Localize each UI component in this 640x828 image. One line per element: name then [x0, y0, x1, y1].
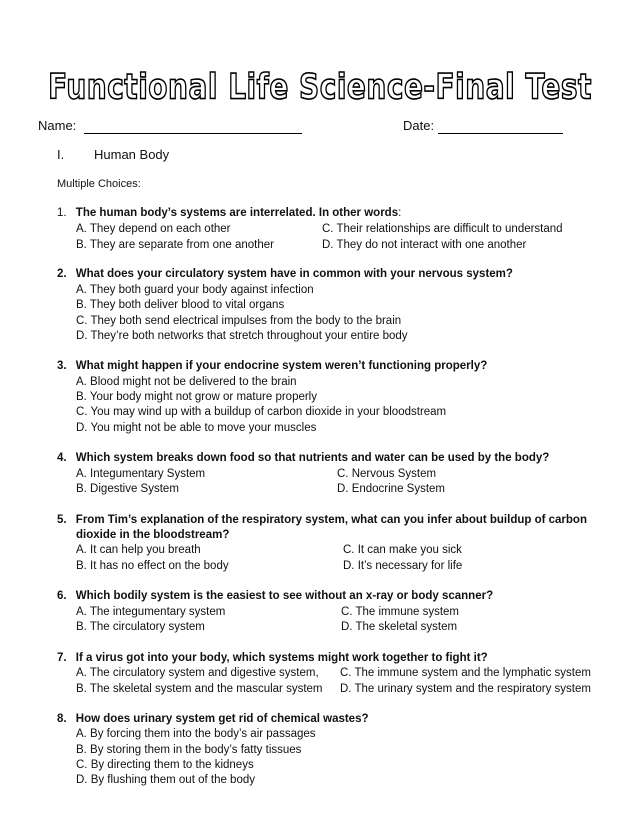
name-blank-line[interactable]: [84, 120, 302, 134]
question-number: 6.: [57, 590, 67, 602]
question-number: 7.: [57, 652, 67, 664]
option-2c[interactable]: C. They both send electrical impulses from the body to the brain: [76, 315, 402, 327]
subsection-label: Multiple Choices:: [57, 178, 141, 190]
option-4a[interactable]: A. Integumentary System: [76, 468, 206, 480]
question-text: From Tim’s explanation of the respiratory system, what can you infer about buildup of carbon: [75, 514, 587, 526]
question-number: 2.: [57, 268, 67, 280]
question-number: 4.: [57, 452, 67, 464]
option-5d[interactable]: D. It’s necessary for life: [343, 560, 463, 572]
question-number: 3.: [57, 360, 67, 372]
name-field[interactable]: [38, 118, 302, 134]
option-7d[interactable]: D. The urinary system and the respiratory system: [340, 683, 591, 695]
question-number: 1.: [57, 207, 67, 219]
option-7a[interactable]: A. The circulatory system and digestive system,: [76, 667, 319, 679]
option-4b[interactable]: B. Digestive System: [76, 483, 179, 495]
date-blank-line[interactable]: [438, 120, 563, 134]
question-text: What does your circulatory system have in common with your nervous system?: [75, 268, 513, 280]
question-number: 5.: [57, 514, 67, 526]
option-1b[interactable]: B. They are separate from one another: [76, 239, 274, 251]
question-suffix: :: [398, 207, 402, 219]
option-1a[interactable]: A. They depend on each other: [76, 223, 231, 235]
question-number: 8.: [57, 713, 67, 725]
option-6b[interactable]: B. The circulatory system: [76, 621, 205, 633]
option-6c[interactable]: C. The immune system: [341, 606, 460, 618]
question-8: [57, 712, 369, 726]
option-8a[interactable]: A. By forcing them into the body’s air passages: [76, 728, 316, 740]
question-2: [57, 267, 513, 281]
question-5-continued: dioxide in the bloodstream?: [76, 529, 230, 541]
date-label: Date:: [403, 118, 435, 133]
option-3c[interactable]: C. You may wind up with a buildup of carbon dioxide in your bloodstream: [76, 406, 447, 418]
option-3a[interactable]: A. Blood might not be delivered to the brain: [76, 376, 297, 388]
option-8d[interactable]: D. By flushing them out of the body: [76, 774, 255, 786]
section-numeral: I.: [57, 147, 65, 162]
option-5c[interactable]: C. It can make you sick: [343, 544, 462, 556]
date-field[interactable]: [403, 118, 563, 134]
option-5b[interactable]: B. It has no effect on the body: [76, 560, 229, 572]
option-7c[interactable]: C. The immune system and the lymphatic system: [340, 667, 591, 679]
question-text: Which system breaks down food so that nutrients and water can be used by the body?: [75, 452, 550, 464]
option-2a[interactable]: A. They both guard your body against infection: [76, 284, 314, 296]
option-2d[interactable]: D. They’re both networks that stretch throughout your entire body: [76, 330, 408, 342]
option-4d[interactable]: D. Endocrine System: [337, 483, 446, 495]
option-3d[interactable]: D. You might not be able to move your muscles: [76, 422, 317, 434]
question-7: [57, 651, 488, 665]
option-2b[interactable]: B. They both deliver blood to vital organs: [76, 299, 285, 311]
test-title: Functional Life Science-Final Test: [48, 66, 592, 108]
option-6d[interactable]: D. The skeletal system: [341, 621, 458, 633]
option-8b[interactable]: B. By storing them in the body’s fatty tissues: [76, 744, 302, 756]
question-4: [57, 451, 549, 465]
question-text: How does urinary system get rid of chemical wastes?: [75, 713, 369, 725]
option-3b[interactable]: B. Your body might not grow or mature properly: [76, 391, 317, 403]
question-text: The human body’s systems are interrelated. In other words: [75, 207, 399, 219]
question-3: [57, 359, 487, 373]
option-1d[interactable]: D. They do not interact with one another: [322, 239, 527, 251]
section-heading: Human Body: [94, 147, 170, 162]
option-7b[interactable]: B. The skeletal system and the mascular system: [76, 683, 323, 695]
option-8c[interactable]: C. By directing them to the kidneys: [76, 759, 254, 771]
option-6a[interactable]: A. The integumentary system: [76, 606, 226, 618]
question-text: Which bodily system is the easiest to see without an x-ray or body scanner?: [75, 590, 494, 602]
option-5a[interactable]: A. It can help you breath: [76, 544, 201, 556]
question-6: [57, 589, 493, 603]
question-5: [57, 513, 587, 527]
question-text: If a virus got into your body, which systems might work together to fight it?: [75, 652, 488, 664]
option-1c[interactable]: C. Their relationships are difficult to understand: [322, 223, 563, 235]
option-4c[interactable]: C. Nervous System: [337, 468, 437, 480]
question-text: What might happen if your endocrine system weren’t functioning properly?: [75, 360, 488, 372]
question-1: [57, 206, 401, 220]
name-label: Name:: [38, 118, 77, 133]
